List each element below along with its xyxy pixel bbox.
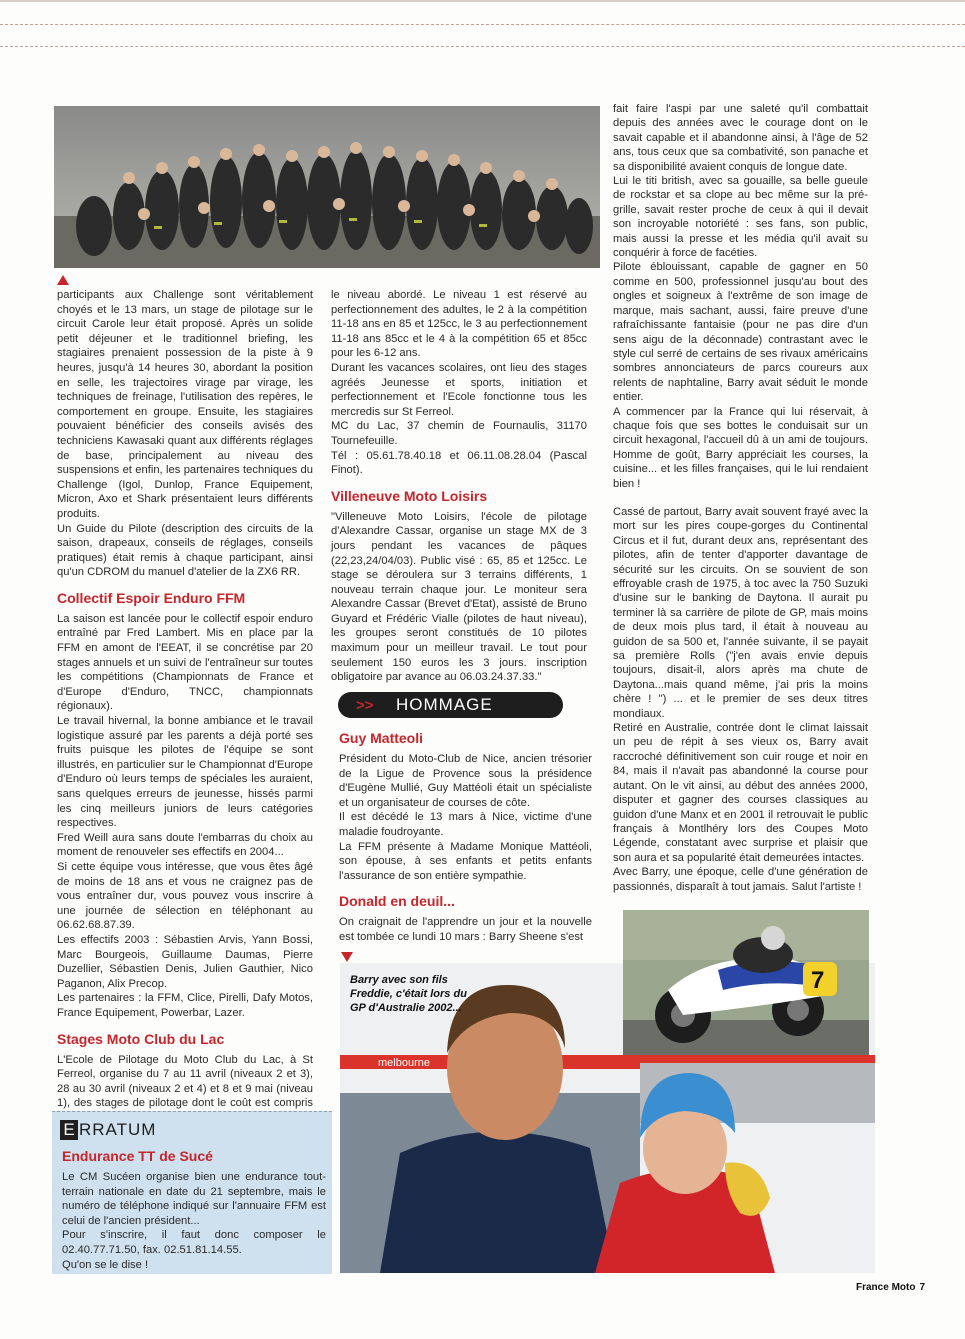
paragraph: Président du Moto-Club de Nice, ancien trésorier de la Ligue de Provence sous la présidence d'Eugène Mullié, Guy Mattéoli était un spécialiste et un organisateur de courses de côte. — [339, 753, 592, 809]
erratum-logo-text: RRATUM — [79, 1120, 157, 1139]
paragraph: Avec Barry, une époque, celle d'une génération de passionnés, disparaît à tout jamais. Salut l'artiste ! — [613, 866, 868, 893]
paragraph: Les partenaires : la FFM, Clice, Pirelli, Dafy Motos, France Equipement, Powerbar, Lazer. — [57, 992, 313, 1019]
section-heading: Stages Moto Club du Lac — [57, 1030, 225, 1047]
erratum-body — [62, 1148, 326, 1272]
section-heading: Guy Matteoli — [339, 730, 424, 746]
page-footer — [856, 1282, 925, 1293]
paragraph: Lui le titi british, avec sa gouaille, sa belle gueule de rockstar et sa clope au bec même sur la pré-grille, savait rester proche de ceux à qui il devait son incroyable notoriété : ses fans, son public, mais aussi la presse et les média qu'il avait su conquérir à force de facéties. — [613, 175, 868, 260]
paragraph: fait faire l'aspi par une saleté qu'il combattait depuis des années avec le courage dont on le savait capable et il abandonne ainsi, à l'âge de 52 ans, tous ceux que sa combativité, son panache et sa disponibilité avaient conquis de longue date. — [613, 103, 868, 173]
page-number: 7 — [919, 1282, 926, 1293]
erratum-heading: Endurance TT de Sucé — [62, 1148, 213, 1164]
paragraph: L'Ecole de Pilotage du Moto Club du Lac, à St Ferreol, organise du 7 au 11 avril (niveaux 2 et 3), 28 au 30 avril (niveaux 2 et 4) et 8 et 9 mai (niveau 1), des stages de pilotage dont le coût est compris — [57, 1053, 313, 1110]
dashed-rule — [0, 46, 965, 47]
paragraph: Durant les vacances scolaires, ont lieu des stages agréés Jeunesse et sports, initiation et perfectionnement et l'Ecole fonctionne tous les mercredis sur St Ferreol. — [331, 361, 587, 418]
section-heading: Collectif Espoir Enduro FFM — [57, 589, 246, 606]
caption-arrow-icon — [341, 952, 353, 962]
race-number: 7 — [811, 967, 825, 994]
paragraph: Pour s'inscrire, il faut donc composer le 02.40.77.71.50, fax. 02.51.81.14.55. — [62, 1229, 326, 1256]
paragraph: Pilote éblouissant, capable de gagner en 50 comme en 500, professionnel jusqu'au bout des ongles et soigneux à l'extrême de son image de marque, mais sachant, aussi, faire preuve d'une rafraîchissante fantaisie (pour ne pas dire d'un sens aigu de la déconnade) contrastant avec le style cul serré de certains de ses rivaux américains sombres annonciateurs de parcs coureurs aux relents de naphtaline, Barry avait séduit le monde entier. — [613, 261, 868, 404]
photo-caption: Barry avec son fils Freddie, c'était lors du GP d'Australie 2002... — [350, 974, 467, 1014]
caption-arrow-icon — [57, 275, 69, 285]
double-chevron-icon: >> — [356, 696, 374, 714]
erratum-logo — [60, 1120, 156, 1140]
banner-text: melbourne — [378, 1057, 430, 1069]
section-heading: Donald en deuil... — [339, 893, 455, 910]
intro-paragraph: Un Guide du Pilote (description des circuits de la saison, drapeaux, conseils de réglages, conseils pratiques) était remis à chaque participant, ainsi qu'un CDROM du manuel d'atelier de la ZX6 RR. — [57, 522, 313, 579]
erratum-logo-letter: E — [60, 1120, 78, 1140]
group-photo — [54, 106, 600, 268]
paragraph: Qu'on se le dise ! — [62, 1258, 149, 1271]
paragraph: Cassé de partout, Barry avait souvent frayé avec la mort sur les pires coupe-gorges du Continental Circus et il fut, durant deux ans, représentant des pilotes, afin de tenter d'apporter davantage de sécurité sur les circuits. On se souvient de son effroyable crash de 1975, à toc avec la 750 Suzuki d'usine sur le banking de Daytona. Il aurait pu terminer là sa carrière de pilote de GP, mais moins de deux mois plus tard, il était à nouveau au guidon de sa 500 et, l'année suivante, il se payait sa première Rolls ("j'en avais envie depuis toujours, disait-il, alors après ma chute de Daytona...mais quand même, j'ai pris la moins chère ! ") ... et le premier de ses deux titres mondiaux. — [613, 505, 868, 720]
column-1 — [57, 288, 313, 1125]
paragraph: Fred Weill aura sans doute l'embarras du choix au moment de renouveler ses effectifs en 2004... — [57, 831, 313, 859]
paragraph: Si cette équipe vous intéresse, que vous êtes âgé de moins de 18 ans et vous ne craignez pas de vous entraîner dur, vous pouvez vous inscrire à une journée de sélection en téléphonant au 06.62.68.87.39. — [57, 860, 313, 932]
paragraph: Le CM Sucéen organise bien une endurance tout-terrain nationale en date du 21 septembre, mais le numéro de téléphone indiqué sur l'annuaire FFM est celui de l'ancien président... — [62, 1171, 326, 1227]
paragraph: Le travail hivernal, la bonne ambiance et le travail logistique assuré par les parents a déjà porté ses fruits puisque les pilotes de l'équipe se sont illustrés, en particulier sur le Championnat d'Europe d'Enduro où leurs temps de spéciales les auraient, sans quelques erreurs de jeunesse, hissés parmi les cinq meilleurs juniors de leurs catégories respectives. — [57, 715, 313, 830]
paragraph: La FFM présente à Madame Monique Mattéoli, son épouse, à ses enfants et petits enfants l'assurance de son entière sympathie. — [339, 840, 592, 882]
erratum-box — [52, 1111, 332, 1274]
paragraph: Il est décédé le 13 mars à Nice, victime d'une maladie foudroyante. — [339, 811, 592, 838]
paragraph: A commencer par la France qui lui réservait, à chaque fois que ses bottes le conduisait sur un circuit hexagonal, l'accueil dû à un ami de toujours. Homme de goût, Barry appréciait les courses, la cuisine... et les filles françaises, qui le lui rendaient bien ! — [613, 405, 868, 490]
column-2 — [331, 288, 587, 685]
racing-bike-photo — [623, 910, 869, 1055]
section-heading: Villeneuve Moto Loisirs — [331, 487, 488, 504]
top-rule — [0, 0, 965, 2]
magazine-name: France Moto — [856, 1282, 916, 1293]
paragraph: MC du Lac, 37 chemin de Fournaulis, 31170 Tournefeuille. — [331, 420, 587, 447]
paragraph: le niveau abordé. Le niveau 1 est réservé au perfectionnement des adultes, le 2 à la compétition 11-18 ans en 85 et 125cc, le 3 au perfectionnement 11-18 ans 85cc et le 4 à la compétition 65 et 85cc pour les 6-12 ans. — [331, 289, 587, 360]
paragraph: On craignait de l'apprendre un jour et la nouvelle est tombée ce lundi 10 mars : Barry Sheene s'est — [339, 916, 592, 943]
intro-paragraph: participants aux Challenge sont véritablement choyés et le 13 mars, un stage de pilotage sur le circuit Carole leur était proposé. Après un solide petit déjeuner et le traditionnel briefing, les stagiaires prenaient possession de la piste à 9 heures, jusqu'à 14 heures 30, abordant la position en selle, les trajectoires virage par virage, les techniques de freinage, l'utilisation des repères, le comportement en groupe. Ensuite, les stagiaires pouvaient bénéficier des conseils avisés des techniciens Kawasaki quant aux différents réglages de base, principalement au niveau des suspensions et enfin, les partenaires techniques du Challenge (Igol, Dunlop, France Equipement, Micron, Axo et Shark présentaient leurs différents produits. — [57, 289, 313, 520]
paragraph: Les effectifs 2003 : Sébastien Arvis, Yann Bossi, Marc Bourgeois, Guillaume Daumas, Pierre Duzellier, Sébastien Denis, Julien Gauthier, Nico Paganon, Alix Precop. — [57, 933, 313, 990]
hommage-title: HOMMAGE — [396, 695, 493, 714]
dashed-rule — [0, 24, 965, 25]
paragraph: Tél : 05.61.78.40.18 et 06.11.08.28.04 (Pascal Finot). — [331, 449, 587, 477]
hommage-banner — [338, 692, 563, 718]
column-2-lower — [339, 724, 592, 945]
column-3 — [613, 102, 868, 894]
paragraph: "Villeneuve Moto Loisirs, l'école de pilotage d'Alexandre Cassar, organise un stage MX de 3 jours pendant les vacances de pâques (22,23,24/04/03). Public visé : 65, 85 et 125cc. Le stage se déroulera sur 3 terrains différents, 1 nouveau terrain chaque jour. Le moniteur sera Alexandre Cassar (Brevet d'Etat), assisté de Bruno Guyard et Frédéric Vialle (pilotes de haut niveau), les groupes seront constitués de 10 pilotes maximum pour un meilleur travail. Le tout pour seulement 150 euros les 3 jours. inscription obligatoire par avance au 06.03.24.37.33." — [331, 510, 587, 684]
paragraph: Retiré en Australie, contrée dont le climat laissait un peu de répit à ses vieux os, Barry avait raccroché définitivement son cuir rouge et noir en 84, mais il n'avait pas abandonné la course pour autant. On le vit ainsi, au début des années 2000, disputer et gagner des courses classiques au guidon d'une Manx et en 2001 il retrouvait le public français à Montlhéry lors des Coupes Moto Légende, constatant avec surprise et plaisir que son aura et sa popularité était demeurées intactes. — [613, 722, 868, 864]
paragraph: La saison est lancée pour le collectif espoir enduro entraîné par Fred Lambert. Mis en place par la FFM en amont de l'EEAT, il se concrétise par 20 stages annuels et un suivi de l'entraîneur sur toutes les compétitions (Championnats de France et d'Europe d'Enduro, TNCC, championnats régionaux). — [57, 612, 313, 713]
